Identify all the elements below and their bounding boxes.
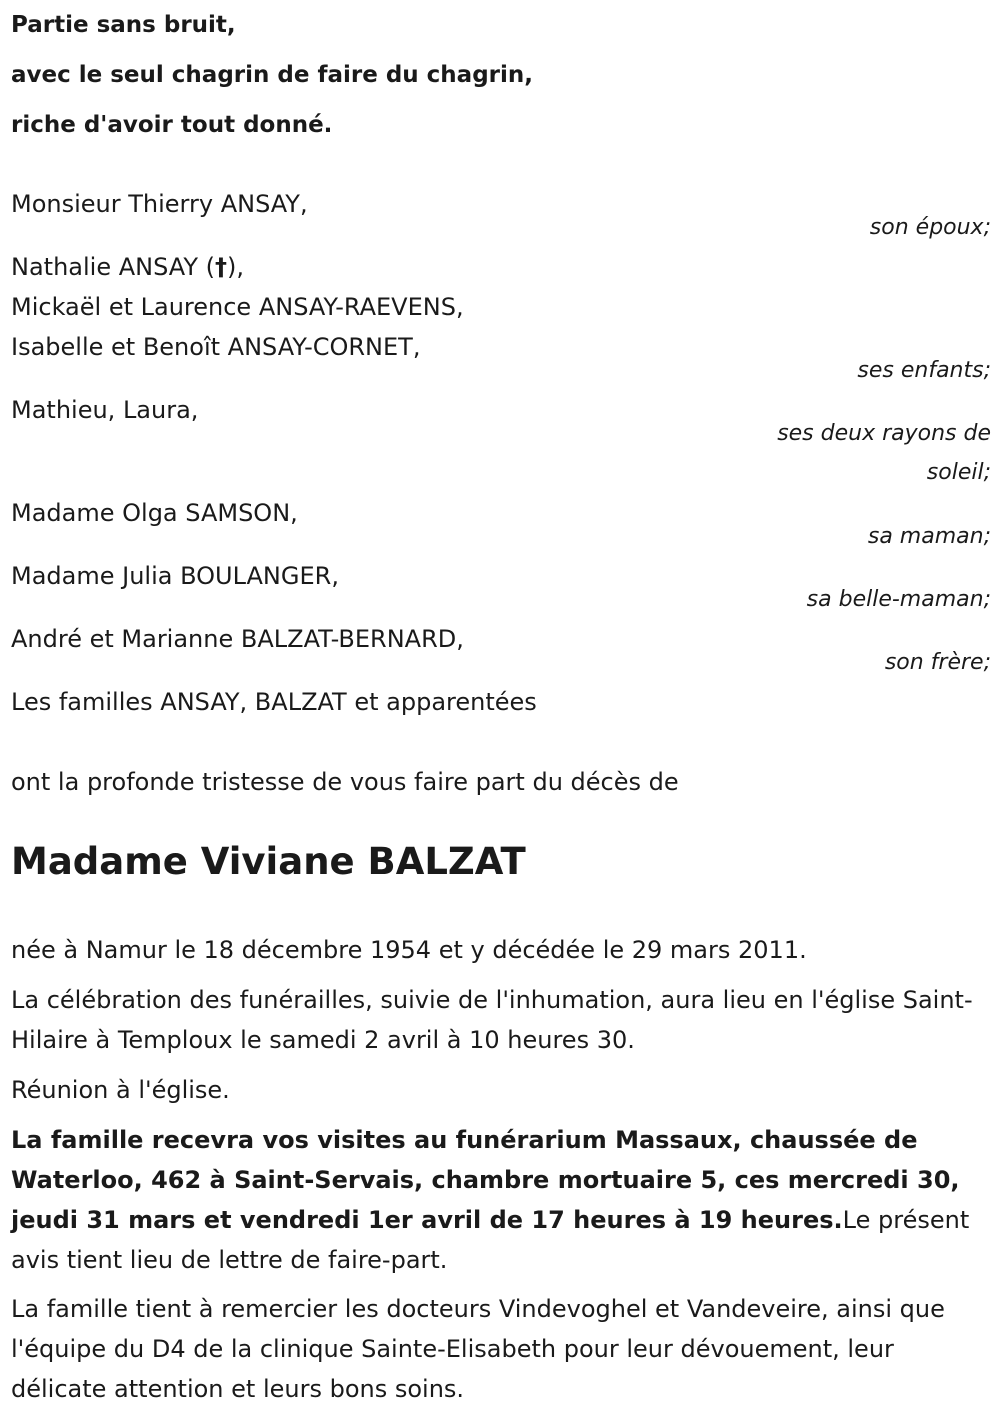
announcement-text: ont la profonde tristesse de vous faire part du décès de bbox=[11, 768, 679, 796]
mother-role: sa maman; bbox=[867, 524, 991, 549]
deceased-name: Madame Viviane BALZAT bbox=[11, 840, 526, 883]
poem-line-2: avec le seul chagrin de faire du chagrin, bbox=[11, 62, 534, 88]
child-1-suffix: ), bbox=[226, 253, 244, 281]
thanks-text: La famille tient à remercier les docteurs Vindevoghel et Vandeveire, ainsi que l'équipe du D4 de la clinique Sainte-Elisabeth pour leur dévouement, leur délicate attention et leurs bons soins. bbox=[11, 1295, 945, 1403]
children-role: ses enfants; bbox=[857, 358, 991, 383]
mother-name: Madame Olga SAMSON, bbox=[11, 499, 298, 527]
meeting-text: Réunion à l'église. bbox=[11, 1076, 230, 1104]
brother-role: son frère; bbox=[884, 650, 991, 675]
visits-paragraph bbox=[11, 1120, 991, 1280]
child-2-name: Mickaël et Laurence ANSAY-RAEVENS, bbox=[11, 293, 464, 321]
spouse-role: son époux; bbox=[869, 215, 991, 240]
child-3-name: Isabelle et Benoît ANSAY-CORNET, bbox=[11, 333, 421, 361]
grandchildren-role-line-1: ses deux rayons de bbox=[777, 421, 991, 446]
mother-in-law-role: sa belle-maman; bbox=[806, 587, 991, 612]
cross-icon: † bbox=[214, 253, 227, 281]
visits-bold-text: La famille recevra vos visites au funérarium Massaux, chaussée de Waterloo, 462 à Saint-Servais, chambre mortuaire 5, ces mercredi 30, jeudi 31 mars et vendredi 1er avril de 17 heures à 19 heures. bbox=[11, 1126, 960, 1234]
mother-in-law-name: Madame Julia BOULANGER, bbox=[11, 562, 339, 590]
grandchildren-role-line-2: soleil; bbox=[926, 460, 991, 485]
grandchildren-names: Mathieu, Laura, bbox=[11, 396, 199, 424]
brother-name: André et Marianne BALZAT-BERNARD, bbox=[11, 625, 464, 653]
visits-rest-text: Le présent avis tient lieu de lettre de faire-part. bbox=[11, 1206, 970, 1274]
spouse-name: Monsieur Thierry ANSAY, bbox=[11, 190, 308, 218]
funeral-text: La célébration des funérailles, suivie de l'inhumation, aura lieu en l'église Saint-Hilaire à Temploux le samedi 2 avril à 10 heures 30. bbox=[11, 986, 973, 1054]
child-1-name bbox=[11, 251, 244, 283]
poem-line-3: riche d'avoir tout donné. bbox=[11, 112, 333, 138]
child-1-prefix: Nathalie ANSAY ( bbox=[11, 253, 215, 281]
poem-line-1: Partie sans bruit, bbox=[11, 12, 236, 38]
families-line: Les familles ANSAY, BALZAT et apparentées bbox=[11, 688, 537, 716]
birth-death-text: née à Namur le 18 décembre 1954 et y décédée le 29 mars 2011. bbox=[11, 936, 807, 964]
